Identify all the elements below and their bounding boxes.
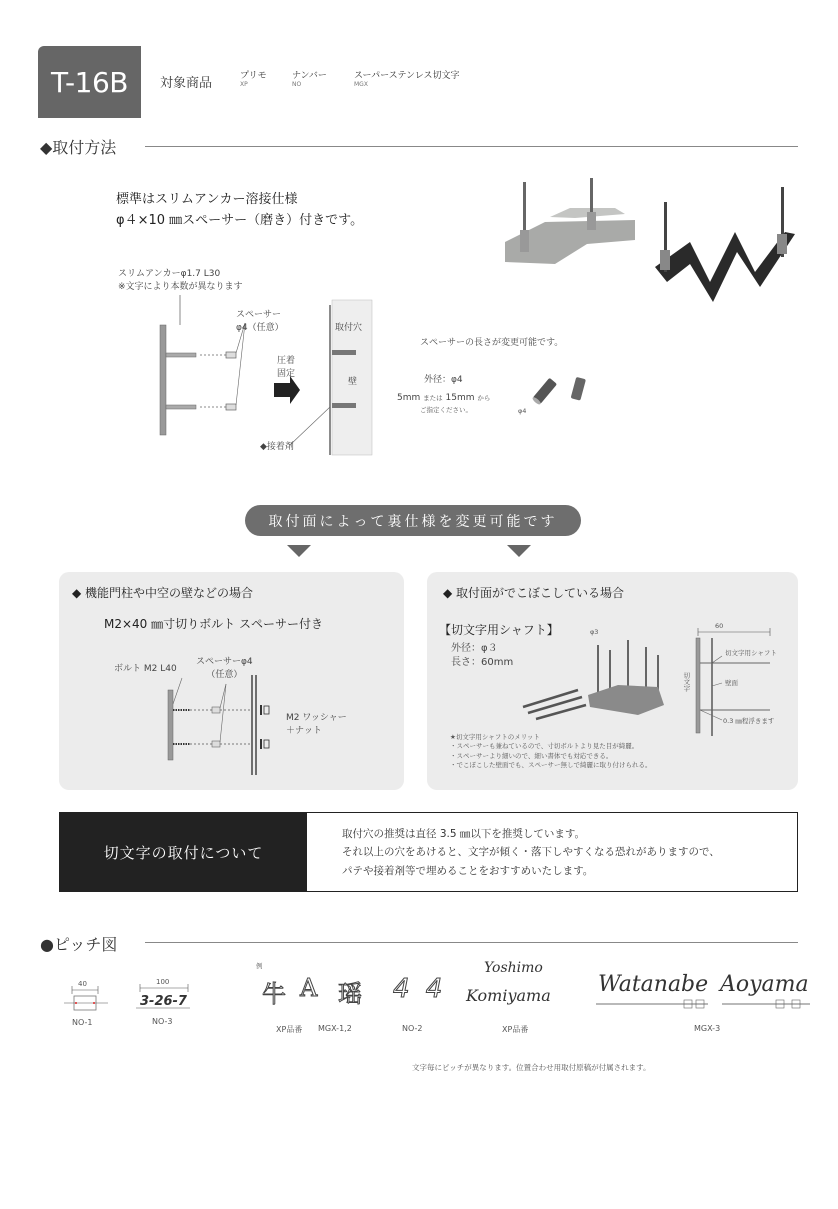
adhesive-label: ◆接着剤 bbox=[260, 442, 294, 452]
silver-letter-photo bbox=[505, 178, 635, 264]
length-options bbox=[397, 392, 490, 405]
notice-line: 取付穴の推奨は直径 3.5 ㎜以下を推奨しています。 bbox=[342, 828, 586, 840]
specify-note: ご指定ください。 bbox=[420, 406, 472, 414]
no2-sample: 4 4 bbox=[393, 974, 447, 1004]
script-top-sample: Yoshimo bbox=[484, 960, 543, 976]
mounting-notice-box bbox=[59, 812, 798, 892]
left-spacer-label-1: スペーサーφ4 bbox=[196, 657, 253, 667]
spacer-label-1: スペーサー bbox=[236, 310, 282, 320]
merit-line: ・スペーサーも兼ねているので、寸切ボルトより見た目が綺麗。 bbox=[450, 742, 639, 751]
product-code-badge: T-16B bbox=[38, 46, 141, 118]
target-products-label: 対象商品 bbox=[160, 76, 213, 91]
intro-line-1: 標準はスリムアンカー溶接仕様 bbox=[116, 192, 298, 207]
press-label bbox=[277, 355, 295, 380]
mgx-letter-sample: A bbox=[300, 974, 318, 1002]
down-triangle-icon bbox=[507, 545, 531, 557]
washer-label-2: ＋ナット bbox=[286, 725, 322, 736]
script-bottom-sample: Komiyama bbox=[466, 986, 551, 1005]
product-name: ナンバー bbox=[292, 71, 327, 81]
spacer-photo bbox=[527, 370, 597, 410]
merit-line: ・スペーサーより細いので、細い書体でも対応できる。 bbox=[450, 751, 613, 760]
shaft-outer: 外径：φ３ bbox=[451, 643, 498, 654]
no3-sample: 3-26-7 bbox=[140, 994, 187, 1009]
phi3-mark: φ3 bbox=[590, 628, 599, 636]
shaft-photo bbox=[518, 635, 668, 725]
mounting-notice-heading: 切文字の取付について bbox=[60, 813, 307, 891]
dim-60: 60 bbox=[715, 622, 724, 630]
section-letter-label: 切文字 bbox=[682, 672, 691, 692]
no1-dim: 40 bbox=[78, 980, 87, 988]
no2-label: NO-2 bbox=[402, 1024, 423, 1033]
install-section-title: ◆取付方法 bbox=[40, 135, 126, 158]
install-intro bbox=[116, 190, 363, 232]
length-5: 5mm bbox=[397, 393, 421, 403]
xp-label: XP品番 bbox=[276, 1025, 303, 1034]
section-shaft-label: 切文字用シャフト bbox=[725, 649, 777, 657]
mgx12-label: MGX-1,2 bbox=[318, 1024, 352, 1033]
press-label-1: 圧着 bbox=[277, 356, 296, 366]
section-float-label: 0.3 ㎜程浮きます bbox=[723, 717, 775, 725]
section-wall-label: 壁面 bbox=[725, 679, 738, 687]
mgx-kanji-sample: 瑶 bbox=[338, 980, 362, 1008]
bolt-label: ボルト M2 L40 bbox=[114, 664, 177, 674]
no3-label: NO-3 bbox=[152, 1017, 173, 1026]
spacer-change-note: スペーサーの長さが変更可能です。 bbox=[420, 338, 564, 348]
shaft-length: 長さ：60mm bbox=[451, 657, 514, 668]
no3-dim: 100 bbox=[156, 978, 170, 986]
example-label: 例 bbox=[256, 962, 263, 970]
length-or: または bbox=[423, 394, 443, 402]
mounting-notice-text bbox=[342, 825, 720, 880]
merit-line: ★切文字用シャフトのメリット bbox=[450, 733, 540, 741]
xp2-label: XP品番 bbox=[502, 1025, 529, 1034]
length-15: 15mm bbox=[445, 393, 475, 403]
product-sub: XP bbox=[240, 80, 248, 88]
panel-left-subtitle: M2×40 ㎜寸切りボルト スペーサー付き bbox=[104, 617, 323, 631]
washer-label bbox=[286, 712, 347, 737]
rear-spec-banner: 取付面によって裏仕様を変更可能です bbox=[245, 505, 581, 536]
intro-line-2: φ４×10 ㎜スペーサー（磨き）付きです。 bbox=[116, 212, 364, 228]
panel-left-title: ◆ 機能門柱や中空の壁などの場合 bbox=[72, 586, 254, 600]
press-label-2: 固定 bbox=[277, 368, 296, 379]
anchor-label-2: ※文字により本数が異なります bbox=[118, 281, 243, 292]
product-stainless bbox=[354, 72, 460, 88]
product-name: プリモ bbox=[240, 71, 267, 81]
anchor-label bbox=[118, 268, 243, 293]
pitch-footnote: 文字毎にピッチが異なります。位置合わせ用取付原稿が付属されます。 bbox=[412, 1063, 651, 1072]
left-spacer-label-2: （任意） bbox=[206, 669, 243, 680]
washer-label-1: M2 ワッシャー bbox=[286, 713, 347, 723]
phi4-mark: φ4 bbox=[518, 407, 527, 415]
shaft-title: 【切文字用シャフト】 bbox=[439, 623, 559, 637]
length-from: から bbox=[477, 394, 491, 402]
panel-right-title: ◆ 取付面がでこぼこしている場合 bbox=[443, 586, 625, 600]
hole-label: 取付穴 bbox=[335, 323, 363, 333]
product-sub: MGX bbox=[354, 80, 368, 88]
anchor-label-1: スリムアンカーφ1.7 L30 bbox=[118, 269, 221, 279]
notice-line: パテや接着剤等で埋めることをおすすめいたします。 bbox=[342, 864, 594, 877]
product-photo-illustration bbox=[495, 172, 805, 312]
section-rule bbox=[145, 146, 798, 147]
outer-diameter: 外径：φ4 bbox=[424, 375, 463, 385]
no1-label: NO-1 bbox=[72, 1018, 93, 1027]
shaft-merits bbox=[450, 733, 652, 771]
pitch-section-title: ●ピッチ図 bbox=[40, 932, 127, 955]
spacer-label bbox=[236, 309, 284, 334]
product-number bbox=[292, 72, 327, 88]
notice-line: それ以上の穴をあけると、文字が傾く・落下しやすくなる恐れがありますので、 bbox=[342, 846, 720, 859]
xp-kanji-sample: 牛 bbox=[262, 980, 286, 1008]
product-sub: NO bbox=[292, 80, 302, 88]
down-triangle-icon bbox=[287, 545, 311, 557]
product-primo bbox=[240, 72, 267, 88]
mgx3-label: MGX-3 bbox=[694, 1024, 721, 1033]
spacer-label-2: φ4（任意） bbox=[236, 322, 284, 333]
no1-pitch-diagram bbox=[62, 982, 112, 1014]
section-rule bbox=[145, 942, 798, 943]
mgx3-pitch-lines bbox=[596, 996, 812, 1012]
script-watanabe-sample: Watanabe bbox=[598, 972, 709, 997]
script-aoyama-sample: Aoyama bbox=[720, 972, 809, 997]
wall-label: 壁 bbox=[348, 377, 358, 387]
merit-line: ・でこぼこした壁面でも、スペーサー無しで綺麗に取り付けられる。 bbox=[450, 761, 652, 770]
product-name: スーパーステンレス切文字 bbox=[354, 71, 460, 81]
shaft-specs bbox=[451, 642, 513, 670]
black-letter-photo bbox=[655, 187, 795, 302]
bolt-diagram bbox=[160, 670, 290, 780]
arrow-right-icon bbox=[274, 376, 300, 404]
